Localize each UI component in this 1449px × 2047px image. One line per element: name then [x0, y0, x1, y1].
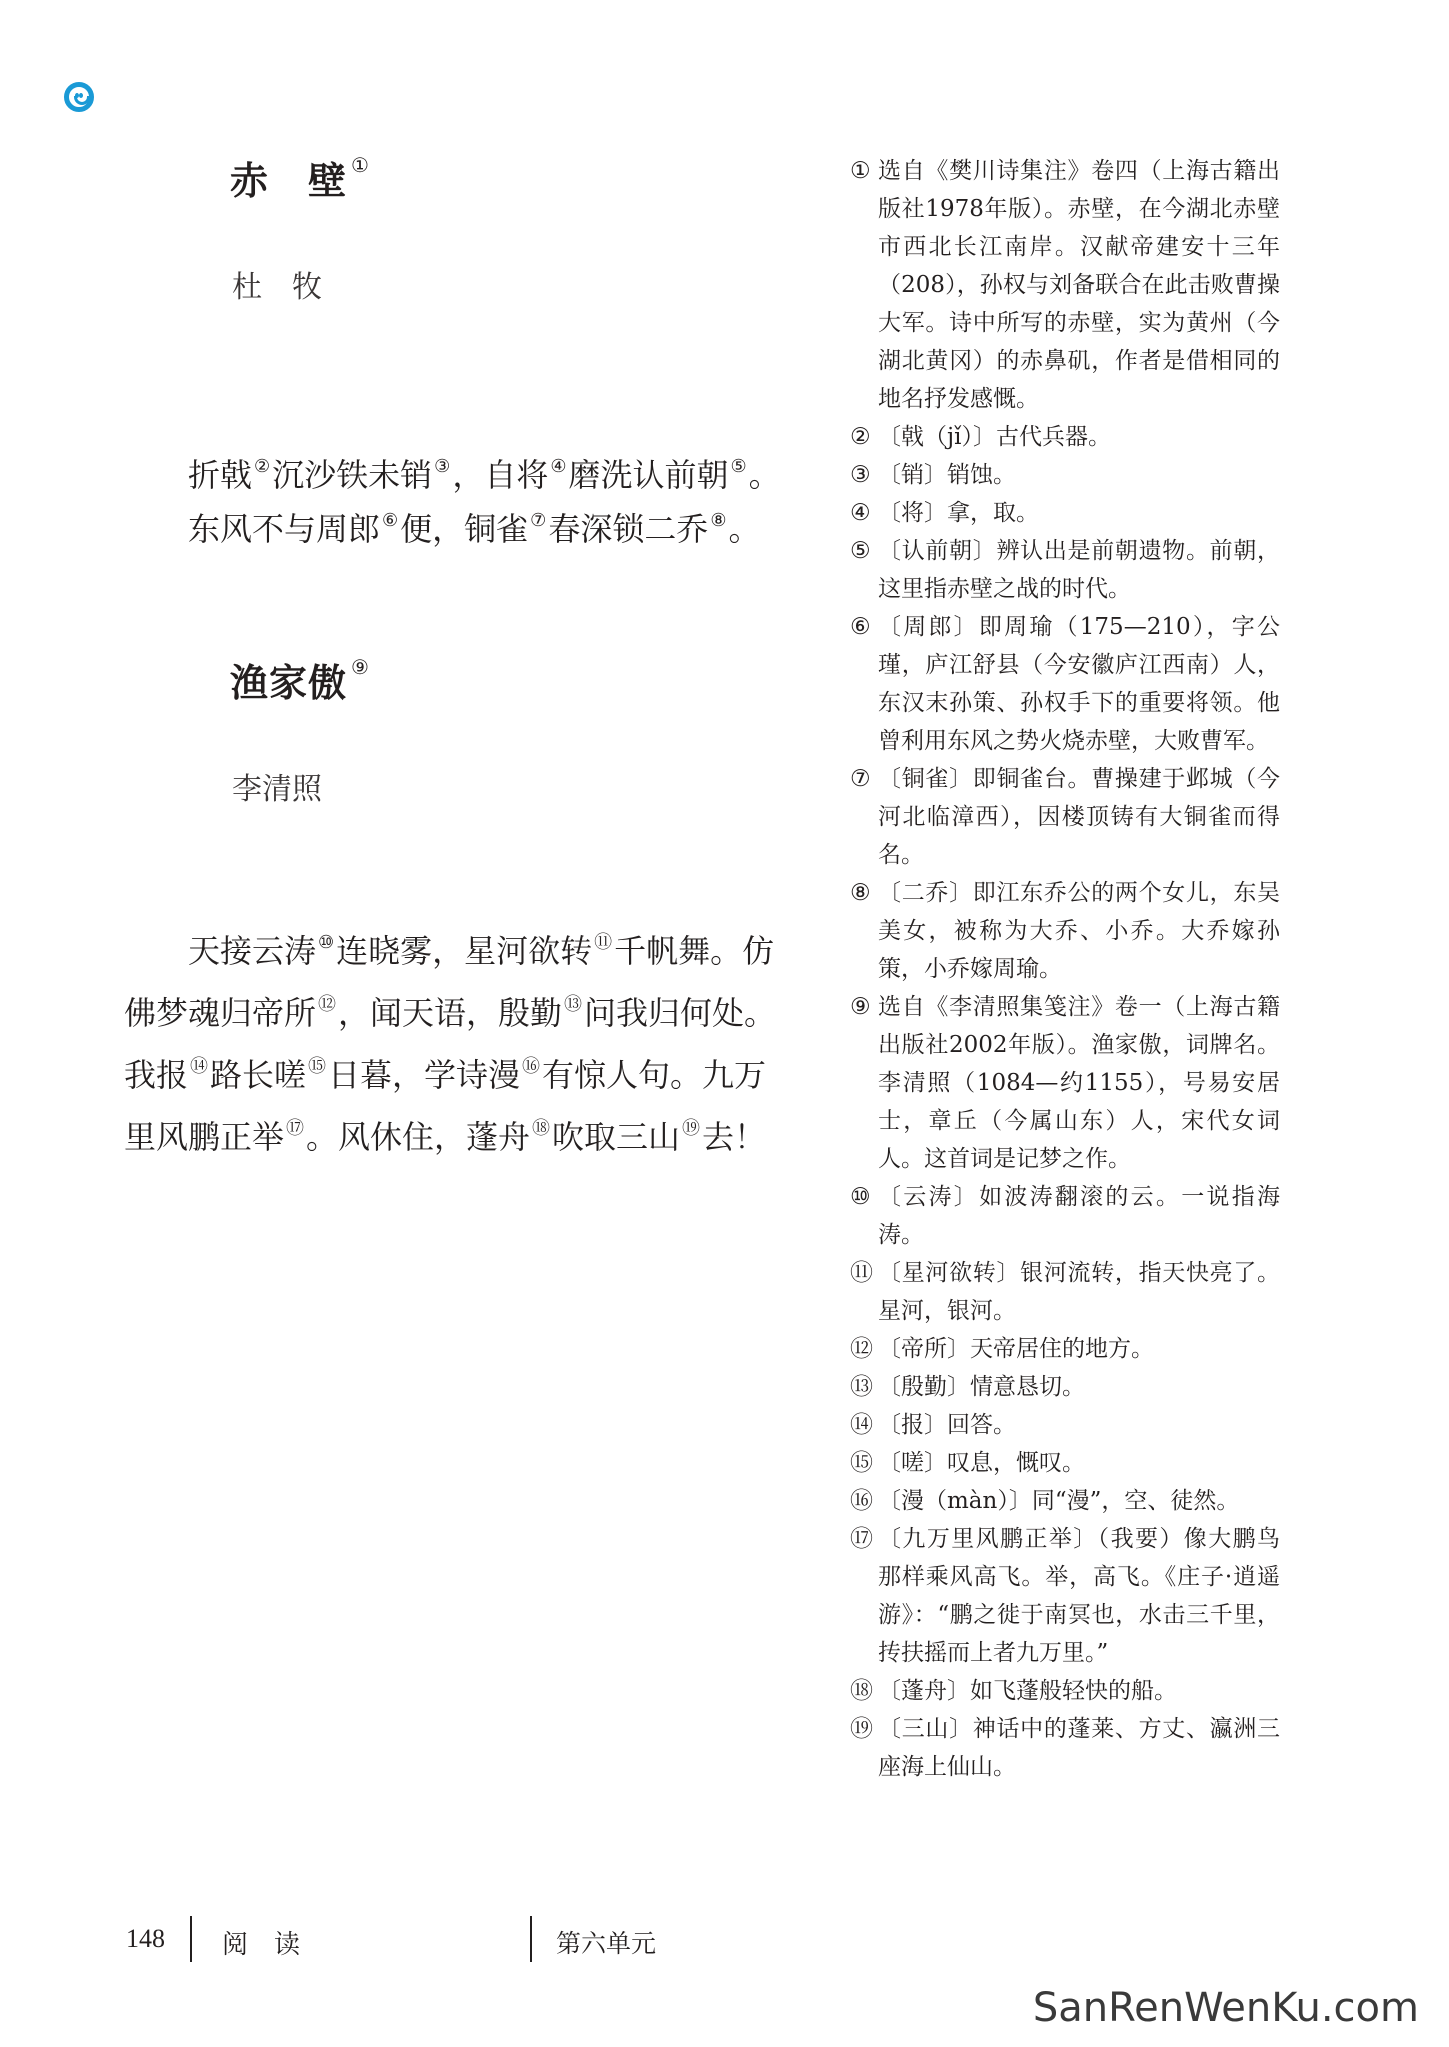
footnote-marker[interactable]: ⑰: [286, 1118, 305, 1139]
footnote-marker[interactable]: ⑦: [530, 510, 547, 531]
footnote-item: [850, 418, 1280, 456]
poem-text-segment: 春深锁二乔: [548, 510, 709, 548]
footnotes: [850, 152, 1280, 1786]
smiley-icon: [64, 82, 94, 112]
footnote-number: ⑥: [850, 614, 871, 640]
poem-text-segment: 千帆舞。仿佛梦魂归帝所: [124, 932, 775, 1032]
footnote-marker[interactable]: ⑩: [318, 932, 335, 953]
footnote-number: ③: [850, 462, 871, 488]
page-number: 148: [126, 1924, 165, 1953]
poem1-line2: [124, 494, 792, 556]
footnote-marker[interactable]: ⑨: [351, 655, 370, 679]
footnote-text: 选自《樊川诗集注》卷四（上海古籍出版社1978年版）。赤壁，在今湖北赤壁市西北长江南岸。汉献帝建安十三年（208），孙权与刘备联合在此击败曹操大军。诗中所写的赤壁，实为黄州（今湖北黄冈）的赤鼻矶，作者是借相同的地名抒发感慨。: [878, 158, 1280, 412]
footnote-item: [850, 1710, 1280, 1786]
footnote-number: ①: [850, 158, 871, 184]
footnote-marker[interactable]: ⑯: [522, 1056, 541, 1077]
footnote-text: 〔戟（jǐ）〕古代兵器。: [878, 424, 1111, 450]
footnote-number: ④: [850, 500, 871, 526]
poem-text-segment: 折戟: [188, 456, 253, 494]
poem2-text: [124, 916, 825, 1164]
footer-divider: [530, 1916, 532, 1962]
poem-text-segment: 东风不与周郎: [188, 510, 381, 548]
footnote-text: 〔报〕回答。: [878, 1412, 1016, 1438]
footer-divider: [190, 1916, 192, 1962]
footnote-number: ⑧: [850, 880, 871, 906]
footnote-number: ⑫: [850, 1336, 873, 1362]
footnote-text: 〔销〕销蚀。: [878, 462, 1016, 488]
footnote-marker[interactable]: ⑭: [190, 1056, 209, 1077]
footnote-item: [850, 1520, 1280, 1672]
poem-text-segment: 。风休住，蓬舟: [306, 1118, 531, 1156]
footnote-item: [850, 1482, 1280, 1520]
footnote-marker[interactable]: ③: [434, 456, 451, 477]
footnote-text: 〔铜雀〕即铜雀台。曹操建于邺城（今河北临漳西），因楼顶铸有大铜雀而得名。: [878, 766, 1280, 868]
footnote-item: [850, 1254, 1280, 1330]
footnote-item: [850, 1406, 1280, 1444]
footnote-text: 〔蓬舟〕如飞蓬般轻快的船。: [878, 1678, 1177, 1704]
footnote-text: 〔星河欲转〕银河流转，指天快亮了。星河，银河。: [878, 1260, 1280, 1324]
footnote-marker[interactable]: ⑲: [682, 1118, 701, 1139]
poem1-author: 杜 牧: [232, 270, 322, 305]
footnote-text: 〔殷勤〕情意恳切。: [878, 1374, 1085, 1400]
footnote-text: 〔二乔〕即江东乔公的两个女儿，东吴美女，被称为大乔、小乔。大乔嫁孙策，小乔嫁周瑜。: [878, 880, 1280, 982]
footnote-number: ⑭: [850, 1412, 873, 1438]
footnote-item: [850, 1330, 1280, 1368]
footnote-item: [850, 874, 1280, 988]
footnote-item: [850, 988, 1280, 1178]
footnote-text: 选自《李清照集笺注》卷一（上海古籍出版社2002年版）。渔家傲，词牌名。李清照（1084—约1155），号易安居士，章丘（今属山东）人，宋代女词人。这首词是记梦之作。: [878, 994, 1280, 1172]
footnote-number: ⑤: [850, 538, 871, 564]
poem-text-segment: 日暮，学诗漫: [328, 1056, 521, 1094]
footnote-item: [850, 152, 1280, 418]
footnote-text: 〔嗟〕叹息，慨叹。: [878, 1450, 1085, 1476]
footnote-number: ⑩: [850, 1184, 871, 1210]
footnote-number: ⑮: [850, 1450, 873, 1476]
footnote-text: 〔云涛〕如波涛翻滚的云。一说指海涛。: [878, 1184, 1280, 1248]
footnote-number: ⑨: [850, 994, 871, 1020]
poem2-author: 李清照: [232, 772, 322, 807]
poem-text-segment: 。: [728, 510, 761, 548]
footnote-text: 〔帝所〕天帝居住的地方。: [878, 1336, 1154, 1362]
footnote-item: [850, 608, 1280, 760]
footnote-number: ⑬: [850, 1374, 873, 1400]
footnote-item: [850, 1672, 1280, 1710]
footnote-marker[interactable]: ②: [254, 456, 271, 477]
poem-text-segment: 有惊人句。九万里风鹏正举: [124, 1056, 767, 1156]
footnote-marker[interactable]: ⑱: [532, 1118, 551, 1139]
watermark: SanRenWenKu.com: [1032, 1985, 1419, 2031]
footnote-number: ②: [850, 424, 871, 450]
poem-text-segment: 路长嗟: [210, 1056, 307, 1094]
footnote-marker[interactable]: ①: [351, 153, 370, 177]
footnote-number: ⑰: [850, 1526, 873, 1552]
footnote-marker[interactable]: ⑪: [594, 932, 613, 953]
footnote-number: ⑱: [850, 1678, 873, 1704]
poem1-line1: [124, 440, 792, 502]
footnote-marker[interactable]: ⑤: [730, 456, 747, 477]
poem-text-segment: 便，铜雀: [400, 510, 529, 548]
poem-text-segment: ，闻天语，殷勤: [338, 994, 563, 1032]
poem-text-segment: ，自将: [452, 456, 549, 494]
footnote-number: ⑪: [850, 1260, 873, 1286]
footnote-item: [850, 760, 1280, 874]
footnote-text: 〔周郎〕即周瑜（175—210），字公瑾，庐江舒县（今安徽庐江西南）人，东汉末孙策、孙权手下的重要将领。他曾利用东风之势火烧赤壁，大败曹军。: [878, 614, 1280, 754]
footnote-text: 〔将〕拿，取。: [878, 500, 1039, 526]
footnote-item: [850, 456, 1280, 494]
poem-text-segment: 连晓雾，星河欲转: [336, 932, 593, 970]
poem-text-segment: 沉沙铁未销: [272, 456, 433, 494]
footnote-number: ⑦: [850, 766, 871, 792]
footnote-item: [850, 1444, 1280, 1482]
footnote-marker[interactable]: ⑥: [382, 510, 399, 531]
footer-section: 阅 读: [222, 1930, 301, 1960]
footnote-item: [850, 494, 1280, 532]
footnote-marker[interactable]: ④: [550, 456, 567, 477]
footnote-text: 〔九万里风鹏正举〕（我要）像大鹏鸟那样乘风高飞。举，高飞。《庄子·逍遥游》：“鹏之徙于南冥也，水击三千里，抟扶摇而上者九万里。”: [878, 1526, 1280, 1666]
poem2-title: 渔家傲 ⑨: [230, 655, 370, 705]
poem-text-segment: 吹取三山: [552, 1118, 681, 1156]
poem-text-segment: 。: [748, 456, 781, 494]
footnote-number: ⑲: [850, 1716, 873, 1742]
poem-text-segment: 天接云涛: [188, 932, 317, 970]
footer-unit: 第六单元: [556, 1929, 657, 1958]
footnote-text: 〔漫（màn）〕同“漫”，空、徒然。: [878, 1488, 1240, 1514]
footnote-item: [850, 1368, 1280, 1406]
poem-text-segment: 磨洗认前朝: [568, 456, 729, 494]
poem1-title: 赤 壁 ①: [230, 153, 370, 203]
footnote-marker[interactable]: ⑧: [710, 510, 727, 531]
footnote-item: [850, 532, 1280, 608]
footnote-marker[interactable]: ⑬: [564, 994, 583, 1015]
footnote-item: [850, 1178, 1280, 1254]
footnote-number: ⑯: [850, 1488, 873, 1514]
footnote-text: 〔认前朝〕辨认出是前朝遗物。前朝，这里指赤壁之战的时代。: [878, 538, 1280, 602]
footnote-text: 〔三山〕神话中的蓬莱、方丈、瀛洲三座海上仙山。: [878, 1716, 1280, 1780]
footnote-marker[interactable]: ⑫: [318, 994, 337, 1015]
poem-text-segment: 去！: [702, 1118, 767, 1156]
footnote-marker[interactable]: ⑮: [308, 1056, 327, 1077]
poem-text-segment: 问我归何处。 我报: [124, 994, 825, 1094]
